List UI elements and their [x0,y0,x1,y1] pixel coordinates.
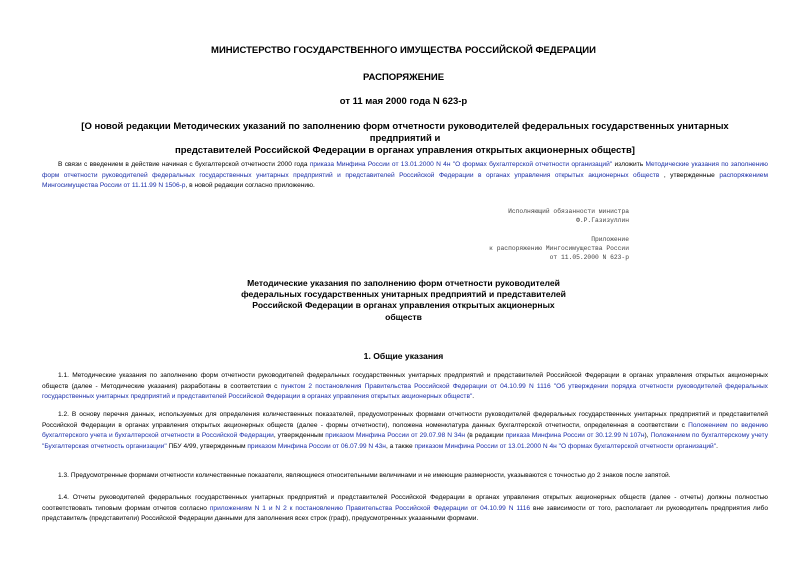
paragraph-text: (в редакции [465,432,506,440]
paragraph-text: 1.4. Отчеты руководителей федеральных государственных унитарных предприятий и представителей Российской Федерации в органах управления открытых акционерных обществ (далее - отчеты) должны полностью соответствовать типовым формам отчетов согласно [42,494,768,512]
appendix-date: от 11.05.2000 N 623-р [549,253,629,261]
appendix-label: Приложение [591,236,629,243]
signature-block [508,208,629,226]
intro-text: , утвержденные [659,171,720,179]
document-title-line: [О новой редакции Методических указаний по заполнению форм отчетности руководителей федеральных государственных унитарных предприятий и [81,121,729,144]
document-title [60,121,750,157]
link-order-34n[interactable]: приказом Минфина России от 29.07.98 N 34н [325,432,466,440]
paragraph-text: . [472,393,475,401]
main-title [200,278,607,323]
link-pbu-4-99[interactable]: Положением по бухгалтерскому учету "Бухгалтерская отчетность организации" [42,432,768,450]
section-heading: 1. Общие указания [363,351,444,361]
link-accounting-regulation[interactable]: Положением по ведению бухгалтерского учета и бухгалтерской отчетности в Российской Федерации [42,421,768,440]
paragraph-text: ), [644,432,651,440]
paragraph-1-4 [42,493,768,525]
appendix-block [489,236,629,262]
paragraph-text: ПБУ 4/99, утвержденным [166,442,248,450]
main-title-line: Российской Федерации в органах управления открытых акционерных [252,300,555,311]
main-title-line: федеральных государственных унитарных предприятий и представителей [241,289,566,300]
paragraph-text: вне зависимости от того, располагает ли руководитель предприятия либо представитель (представители) Российской Федерации данными для заполнения всех строк (граф), предусмотренных указанными формами. [42,504,768,523]
main-title-line: обществ [385,311,422,322]
document-type: РАСПОРЯЖЕНИЕ [362,72,445,83]
paragraph-1-1 [42,371,768,403]
link-order-43n[interactable]: приказом Минфина России от 06.07.99 N 43н [247,442,386,450]
main-title-line: Методические указания по заполнению форм отчетности руководителей [247,278,560,288]
paragraph-text: , утвержденным [273,432,326,440]
document-date: от 11 мая 2000 года N 623-р [339,96,468,107]
link-order-minfin-4n[interactable]: приказа Минфина России от 13.01.2000 N 4н "О формах бухгалтерской отчетности организаций" [309,161,613,168]
appendix-reference: к распоряжению Мингосимущества России [489,244,629,252]
intro-paragraph [42,160,768,192]
link-appendix-1-2-resolution-1116[interactable]: приложениям N 1 и N 2 к постановлению Правительства Российской Федерации от 04.10.99 N 1116 [209,504,531,512]
link-methodical-guidelines[interactable]: Методические указания по заполнению форм отчетности руководителей федеральных государственных унитарных предприятий и представителей Российской Федерации в органах управления открытых акционерных обществ [42,161,768,179]
intro-text: , в новой редакции согласно приложению. [185,182,315,190]
document-title-line: представителей Российской Федерации в органах управления открытых акционерных обществ] [175,145,635,156]
intro-text: изложить [612,161,646,168]
intro-text: В связи с введением в действие начиная с бухгалтерской отчетности 2000 года [58,161,310,168]
link-order-107n[interactable]: приказа Минфина России от 30.12.99 N 107н [505,432,645,440]
paragraph-text: , а также [385,442,415,450]
signature-title: Исполняющий обязанности министра [508,208,629,215]
link-order-1506r[interactable]: распоряжением Мингосимущества России от 11.11.99 N 1506-р [42,171,768,190]
paragraph-text: 1.1. Методические указания по заполнению форм отчетности руководителей федеральных государственных унитарных предприятий и представителей Российской Федерации в органах управления открытых акционерных обществ (далее - Методические указания) разработаны в соответствии с [42,372,768,390]
paragraph-1-3 [42,471,768,482]
ministry-name: МИНИСТЕРСТВО ГОСУДАРСТВЕННОГО ИМУЩЕСТВА РОССИЙСКОЙ ФЕДЕРАЦИИ [211,45,596,56]
paragraph-text: 1.3. Предусмотренные формами отчетности количественные показатели, являющиеся относительными величинами и не имеющие размерности, указываются с точностью до 2 знаков после запятой. [58,472,671,479]
link-resolution-1116[interactable]: пунктом 2 постановления Правительства Российской Федерации от 04.10.99 N 1116 "Об утверждении порядка отчетности руководителей федеральных государственных унитарных предприятий и представителей Российской Федерации в органах управления открытых акционерных обществ" [42,382,768,401]
signature-name: Ф.Р.Газизуллин [576,216,629,224]
paragraph-1-2 [42,410,768,452]
paragraph-text: . [716,442,718,450]
link-order-4n[interactable]: приказом Минфина России от 13.01.2000 N 4н "О формах бухгалтерской отчетности организаций" [414,442,717,450]
paragraph-text: 1.2. В основу перечня данных, используемых для определения количественных показателей, предусмотренных формами отчетности руководителей федеральных государственных унитарных предприятий и представителей Российской Федерации в органах управления открытых акционерных обществ (далее - формы отчетности), положена номенклатура данных бухгалтерской отчетности, определенная в соответствии с [42,411,768,429]
